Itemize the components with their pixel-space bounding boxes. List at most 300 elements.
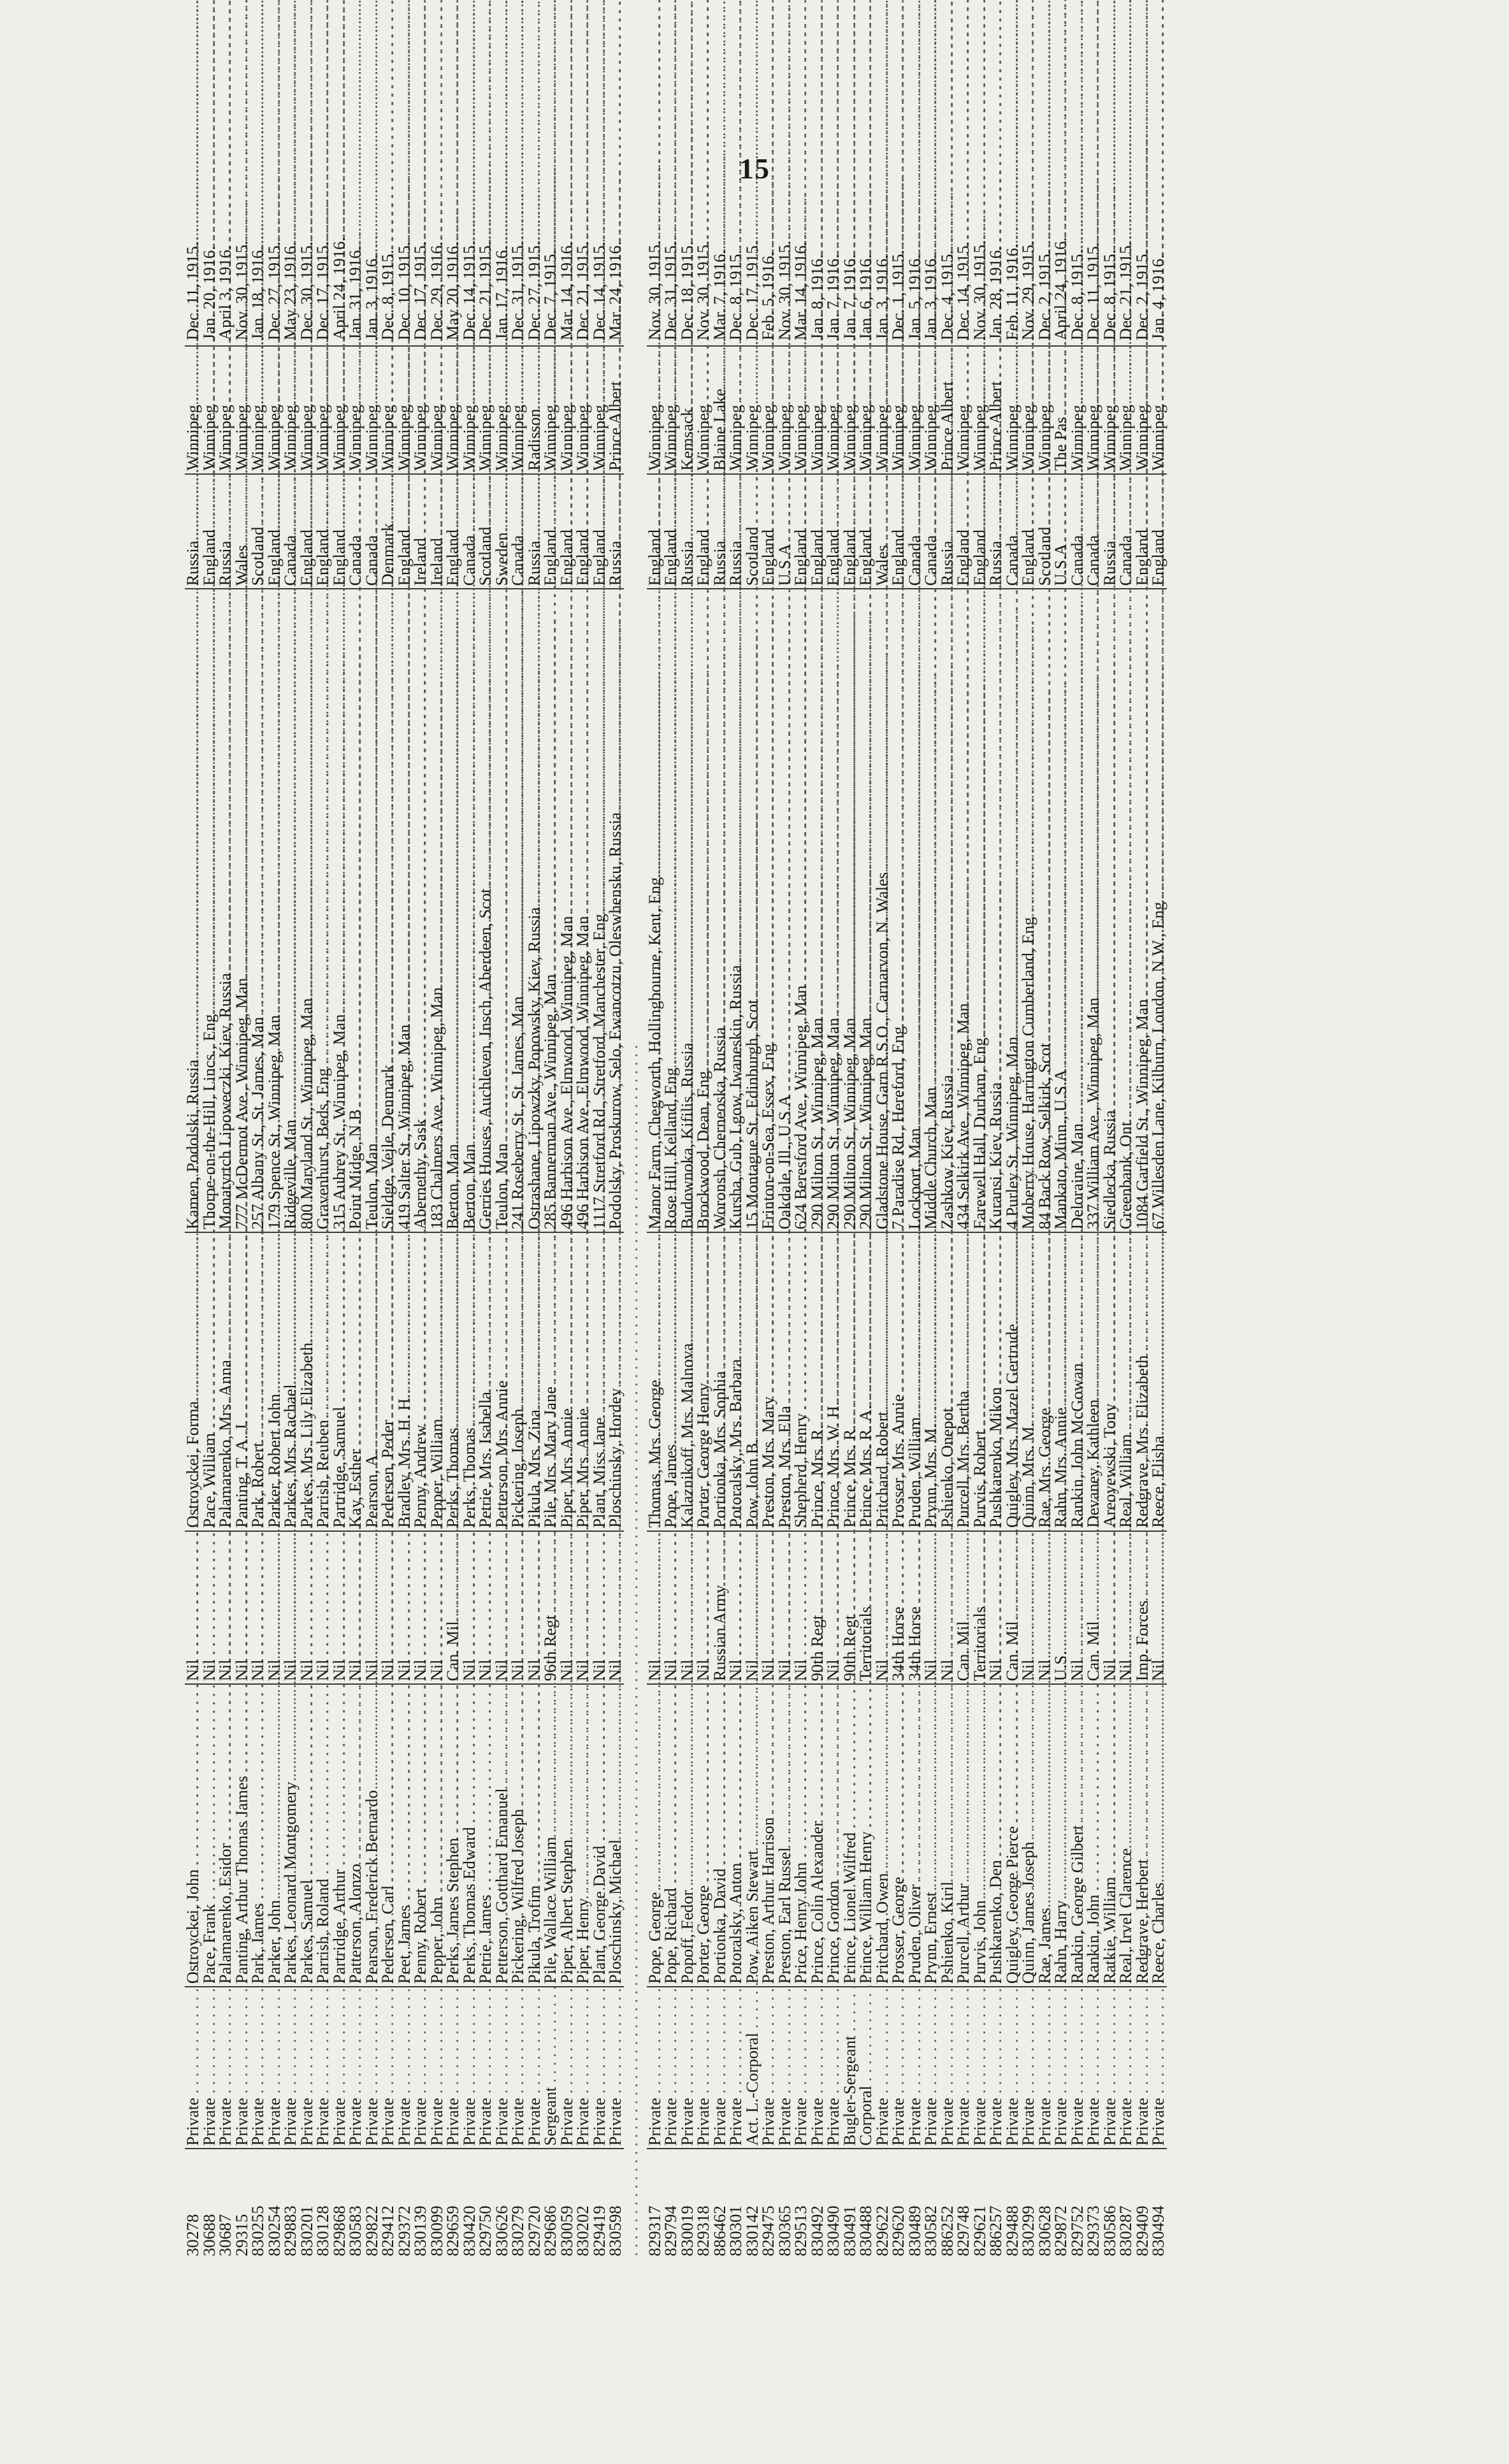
rank: Private . . . [591,1987,608,2149]
soldier-name: Palamarenko, Esidor . . . [217,1684,234,1987]
rank: Private . . . [1020,1987,1037,2149]
former-corps: Nil . . . [575,1531,591,1685]
soldier-name: Pepper, John . . . [429,1684,445,1987]
date-of-enlistment: Dec. 18, 1915. [679,220,696,346]
country-of-birth: England . . . [972,474,988,589]
next-of-kin: Partridge, Samuel . . . [331,1232,348,1531]
regimental-number: 830299 [1018,2205,1037,2256]
country-of-birth: England . . . [890,474,907,589]
place-of-enlistment: Winnipeg . . . [1150,346,1167,474]
soldier-name: Patterson, Alonzo . . . [347,1684,364,1987]
regimental-number: 830583 [345,2205,365,2256]
next-of-kin-address: Lockport, Man . . . [907,589,923,1232]
rank: Sergeant . . . [542,1987,559,2149]
place-of-enlistment: Winnipeg . . . [907,346,923,474]
place-of-enlistment: Winnipeg . . . [250,346,266,474]
date-of-enlistment: Jan. 4, 1916. [1150,220,1167,346]
next-of-kin: Prince, Mrs. W. H. . . . [825,1232,842,1531]
roster-row [542,220,559,2259]
place-of-enlistment: Prince Albert . . . [988,346,1004,474]
former-corps: Nil . . . [477,1531,494,1685]
roster-row [607,220,624,2259]
former-corps: U.S. . . . [1053,1531,1069,1685]
place-of-enlistment: Winnipeg . . . [890,346,907,474]
next-of-kin: Preston, Mrs. Ella . . . [777,1232,793,1531]
next-of-kin: Preston, Mrs. Mary . . . [760,1232,777,1531]
next-of-kin: Ostroyckei, Forma . . . [185,1232,201,1531]
regimental-number: 29315 [231,2214,251,2256]
soldier-name: Rae, James . . . [1037,1684,1053,1987]
country-of-birth: England . . . [396,474,413,589]
rank: Private . . . [250,1987,266,2149]
roster-row [217,220,234,2259]
rank: Private . . . [1102,1987,1118,2149]
next-of-kin: Pikula, Mrs. Zina . . . [526,1232,543,1531]
regimental-number: 830142 [742,2205,762,2256]
date-of-enlistment: May 23, 1916. [282,220,299,346]
soldier-name: Parker, John . . . [266,1684,283,1987]
country-of-birth: Canada . . . [1069,474,1086,589]
former-corps: Nil . . . [461,1531,478,1685]
rank: Private . . . [575,1987,591,2149]
country-of-birth: England . . . [266,474,283,589]
regimental-number: 829513 [791,2205,810,2256]
next-of-kin-address: Farewell Hall, Durham, Eng . . . [972,589,988,1232]
soldier-name: Portionka, David . . . [712,1684,728,1987]
country-of-birth: Russia . . . [526,474,543,589]
former-corps: 96th Regt . . . [542,1531,559,1685]
next-of-kin: Pow, John B. . . . [744,1232,761,1531]
date-of-enlistment: Dec. 14, 1915. [591,220,608,346]
next-of-kin: Parker, Robert John . . . [266,1232,283,1531]
date-of-enlistment: Jan. 8, 1916. [809,220,826,346]
soldier-name: Perks, James Stephen . . . [445,1684,461,1987]
soldier-name: Prince, Colin Alexander . . . [809,1684,826,1987]
date-of-enlistment: Dec. 10, 1915. [396,220,413,346]
roster-row [380,220,396,2259]
date-of-enlistment: Dec. 11, 1915. [1085,220,1102,346]
country-of-birth: Scotland . . . [744,474,761,589]
date-of-enlistment: Dec. 27, 1915. [266,220,283,346]
date-of-enlistment: Dec. 8, 1915. [1069,220,1086,346]
place-of-enlistment: Winnipeg . . . [429,346,445,474]
next-of-kin-address: Budownoka, Kifilis, Russia . . . [679,589,696,1232]
next-of-kin-address: 434 Selkirk Ave., Winnipeg, Man . . . [955,589,972,1232]
rank: Private . . . [331,1987,348,2149]
rank: Private . . . [825,1987,842,2149]
roster-row [1118,220,1134,2259]
former-corps: Nil . . . [874,1531,891,1685]
roster-row [1053,220,1069,2259]
former-corps: Nil . . . [923,1531,939,1685]
soldier-name: Prince, William Henry . . . [858,1684,874,1987]
soldier-name: Quinn, James Joseph . . . [1020,1684,1037,1987]
country-of-birth: England . . . [591,474,608,589]
place-of-enlistment: Winnipeg . . . [728,346,744,474]
former-corps: Nil . . . [266,1531,283,1685]
date-of-enlistment: Dec. 14, 1915. [955,220,972,346]
next-of-kin-address: Ostrashane, Lipowzky, Popowsky, Kiev, Russia . . . [526,589,543,1232]
rank: Private . . . [679,1987,696,2149]
rank: Private . . . [890,1987,907,2149]
roster-row [955,220,972,2259]
next-of-kin: Pace, William . . . [201,1232,218,1531]
group-separator [624,220,647,2259]
next-of-kin-address: Manor Farm, Chegworth, Hollingbourne, Kent, Eng . . . [647,589,663,1232]
next-of-kin: Pope, James . . . [663,1232,679,1531]
next-of-kin-address: Abernethy, Sask . . . [412,589,429,1232]
next-of-kin: Potoralsky, Mrs. Barbara . . . [728,1232,744,1531]
place-of-enlistment: Radisson . . . [526,346,543,474]
next-of-kin: Petterson, Mrs. Annie . . . [494,1232,510,1531]
soldier-name: Piper, Henry . . . [575,1684,591,1987]
group-separator-cell [624,220,647,2259]
next-of-kin-address: Gravenhurst, Beds, Eng . . . [315,589,331,1232]
next-of-kin-address: 800 Maryland St., Winnipeg, Man . . . [299,589,315,1232]
country-of-birth: U.S.A . . . [777,474,793,589]
roster-row [760,220,777,2259]
soldier-name: Rankin, George Gilbert . . . [1069,1684,1086,1987]
soldier-name: Pshienko, Kiril . . . [939,1684,956,1987]
next-of-kin: Parkes, Mrs. Rachael . . . [282,1232,299,1531]
next-of-kin: Plant, Miss Jane . . . [591,1232,608,1531]
soldier-name: Pearson, Frederick Bernardo . . . [364,1684,380,1987]
former-corps: Can. Mil . . . [1004,1531,1021,1685]
next-of-kin-address: 315 Aubrey St., Winnipeg, Man . . . [331,589,348,1232]
rank: Private . . . [380,1987,396,2149]
regimental-number: 829317 [644,2205,664,2256]
regimental-number: 830420 [459,2205,479,2256]
country-of-birth: England . . . [842,474,858,589]
country-of-birth: Canada . . . [907,474,923,589]
roster-row [1020,220,1037,2259]
date-of-enlistment: Jan. 5, 1916. [907,220,923,346]
country-of-birth: England . . . [663,474,679,589]
country-of-birth: England . . . [955,474,972,589]
page-number: 15 [739,152,770,185]
next-of-kin: Park, Robert . . . [250,1232,266,1531]
date-of-enlistment: Jan. 3, 1916. [364,220,380,346]
soldier-name: Potoralsky, Anton . . . [728,1684,744,1987]
place-of-enlistment: Winnipeg . . . [972,346,988,474]
place-of-enlistment: Kemsack . . . [679,346,696,474]
country-of-birth: Scotland . . . [250,474,266,589]
next-of-kin-address: Mankato, Minn., U.S.A . . . [1053,589,1069,1232]
next-of-kin-address: Zashkow, Kiev, Russia . . . [939,589,956,1232]
soldier-name: Panting, Arthur Thomas James . . . [234,1684,250,1987]
soldier-name: Parkes, Samuel . . . [299,1684,315,1987]
former-corps: Nil . . . [201,1531,218,1685]
date-of-enlistment: Jan. 3, 1916. [923,220,939,346]
date-of-enlistment: Dec. 17, 1915. [315,220,331,346]
date-of-enlistment: Dec. 31, 1915. [663,220,679,346]
regimental-number: 829686 [540,2205,560,2256]
place-of-enlistment: Winnipeg . . . [777,346,793,474]
soldier-name: Pope, George . . . [647,1684,663,1987]
regimental-number: 829720 [524,2205,544,2256]
regimental-number: 829621 [969,2205,989,2256]
regimental-number: 830279 [508,2205,527,2256]
place-of-enlistment: Winnipeg . . . [282,346,299,474]
rank: Private . . . [728,1987,744,2149]
soldier-name: Parrish, Roland . . . [315,1684,331,1987]
place-of-enlistment: Winnipeg . . . [542,346,559,474]
next-of-kin-address: Monatyrtch Lipoweczki, Kiev, Russia . . . [217,589,234,1232]
next-of-kin: Rae, Mrs. George . . . [1037,1232,1053,1531]
country-of-birth: U.S.A . . . [1053,474,1069,589]
place-of-enlistment: Winnipeg . . . [185,346,201,474]
next-of-kin-address: Greenbank, Ont . . . [1118,589,1134,1232]
regimental-number: 830489 [904,2205,924,2256]
former-corps: Nil . . . [647,1531,663,1685]
next-of-kin-address: Teulon, Man . . . [364,589,380,1232]
date-of-enlistment: Jan. 3, 1916. [874,220,891,346]
next-of-kin: Prince, Mrs. R. . . . [842,1232,858,1531]
place-of-enlistment: Winnipeg . . . [1118,346,1134,474]
place-of-enlistment: Winnipeg . . . [695,346,712,474]
next-of-kin: Palamarenko, Mrs. Anna . . . [217,1232,234,1531]
next-of-kin: Portionka, Mrs. Sophia . . . [712,1232,728,1531]
former-corps: Nil . . . [347,1531,364,1685]
next-of-kin: Purvis, Robert . . . [972,1232,988,1531]
next-of-kin-address: 7 Paradise Rd., Hereford, Eng . . . [890,589,907,1232]
country-of-birth: England . . . [1150,474,1167,589]
next-of-kin: Kalaznikoff, Mrs. Malnova . . . [679,1232,696,1531]
next-of-kin-address: Berton, Man . . . [445,589,461,1232]
soldier-name: Partridge, Arthur . . . [331,1684,348,1987]
rank: Private . . . [494,1987,510,2149]
rank: Private . . . [712,1987,728,2149]
roster-row [445,220,461,2259]
regimental-number: 30687 [215,2214,235,2256]
rank: Private . . . [1118,1987,1134,2149]
former-corps: Nil . . . [760,1531,777,1685]
former-corps: Nil . . . [510,1531,526,1685]
regimental-number: 829620 [888,2205,907,2256]
former-corps: 90th Regt . . . [842,1531,858,1685]
next-of-kin: Piper, Mrs. Annie . . . [559,1232,575,1531]
next-of-kin: Pritchard, Robert . . . [874,1232,891,1531]
next-of-kin-address: 179 Spence St., Winnipeg, Man . . . [266,589,283,1232]
soldier-name: Preston, Arthur Harrison . . . [760,1684,777,1987]
next-of-kin: Pedersen, Peder . . . [380,1232,396,1531]
regimental-number: 829748 [953,2205,972,2256]
rank: Private . . . [412,1987,429,2149]
soldier-name: Popoff, Fedor . . . [679,1684,696,1987]
country-of-birth: Russia . . . [1102,474,1118,589]
regimental-number: 830201 [296,2205,316,2256]
former-corps: Nil . . . [380,1531,396,1685]
next-of-kin-address: 15 Montague St., Edinburgh, Scot . . . [744,589,761,1232]
former-corps: Nil . . . [412,1531,429,1685]
former-corps: Nil . . . [429,1531,445,1685]
place-of-enlistment: Winnipeg . . . [477,346,494,474]
former-corps: Nil . . . [1118,1531,1134,1685]
regimental-number: 886462 [709,2205,729,2256]
date-of-enlistment: April 24, 1916. [331,220,348,346]
next-of-kin: Redgrave, Mrs. Elizabeth . . . [1134,1232,1151,1531]
date-of-enlistment: Mar. 14, 1916. [793,220,809,346]
date-of-enlistment: Dec. 4, 1915. [939,220,956,346]
roster-row [890,220,907,2259]
soldier-name: Pruden, Oliver . . . [907,1684,923,1987]
date-of-enlistment: Jan. 17, 1916. [494,220,510,346]
roster-row [510,220,526,2259]
former-corps: 34th Horse . . . [907,1531,923,1685]
regimental-number: 830254 [264,2205,284,2256]
regimental-number: 830491 [839,2205,859,2256]
soldier-name: Purcell, Arthur . . . [955,1684,972,1987]
regimental-number: 829822 [361,2205,381,2256]
roster-row [695,220,712,2259]
next-of-kin: Pepper, William . . . [429,1232,445,1531]
next-of-kin-address: 84 Back Row, Selkirk, Scot . . . [1037,589,1053,1232]
rank: Private . . . [647,1987,663,2149]
regimental-number: 830490 [823,2205,842,2256]
country-of-birth: England . . . [559,474,575,589]
roster-row [1085,220,1102,2259]
place-of-enlistment: Winnipeg . . . [494,346,510,474]
regimental-number: 830488 [856,2205,875,2256]
date-of-enlistment: Dec. 7, 1915. [542,220,559,346]
soldier-name: Pushkarenko, Den . . . [988,1684,1004,1987]
country-of-birth: England . . . [445,474,461,589]
former-corps: Nil . . . [591,1531,608,1685]
rank: Private . . . [809,1987,826,2149]
place-of-enlistment: Winnipeg . . . [1085,346,1102,474]
rank: Private . . . [793,1987,809,2149]
regimental-number: 829752 [1067,2205,1087,2256]
regimental-number: 829750 [475,2205,495,2256]
soldier-name: Rankin, John . . . [1085,1684,1102,1987]
regimental-number: 886257 [986,2205,1005,2256]
country-of-birth: Canada . . . [1118,474,1134,589]
soldier-name: Pope, Richard . . . [663,1684,679,1987]
next-of-kin: Parkes, Mrs. Lily Elizabeth . . . [299,1232,315,1531]
country-of-birth: Canada . . . [510,474,526,589]
country-of-birth: Canada . . . [923,474,939,589]
country-of-birth: Canada . . . [461,474,478,589]
country-of-birth: England . . . [1134,474,1151,589]
country-of-birth: England . . . [299,474,315,589]
next-of-kin: Pshienko, Onepot . . . [939,1232,956,1531]
next-of-kin: Purcell, Mrs. Bertha . . . [955,1232,972,1531]
former-corps: 90th Regt . . . [809,1531,826,1685]
place-of-enlistment: Winnipeg . . . [1037,346,1053,474]
regimental-number: 830365 [774,2205,794,2256]
former-corps: Nil . . . [331,1531,348,1685]
roster-row [477,220,494,2259]
country-of-birth: Denmark . . . [380,474,396,589]
next-of-kin-address: 624 Beresford Ave., Winnipeg, Man . . . [793,589,809,1232]
rank: Private . . . [1069,1987,1086,2149]
next-of-kin-address: Berton, Man . . . [461,589,478,1232]
place-of-enlistment: Winnipeg . . . [793,346,809,474]
next-of-kin-address: Teulon, Man . . . [494,589,510,1232]
rank: Private . . . [217,1987,234,2149]
date-of-enlistment: Feb. 5, 1916. [760,220,777,346]
country-of-birth: England . . . [825,474,842,589]
next-of-kin: Rahn, Mrs. Annie . . . [1053,1232,1069,1531]
former-corps: Nil . . . [185,1531,201,1685]
next-of-kin-address: 290 Milton St., Winnipeg, Man . . . [842,589,858,1232]
next-of-kin: Quinn, Mrs. M. . . . [1020,1232,1037,1531]
roster-row [793,220,809,2259]
rank: Private . . . [1037,1987,1053,2149]
place-of-enlistment: Winnipeg . . . [809,346,826,474]
soldier-name: Pow, Aiken Stewart . . . [744,1684,761,1987]
regimental-number: 829318 [693,2205,712,2256]
next-of-kin-address: 290 Milton St., Winnipeg, Man . . . [825,589,842,1232]
rank: Private . . . [364,1987,380,2149]
next-of-kin-address: 496 Harbison Ave., Elmwood, Winnipeg, Man . . . [559,589,575,1232]
country-of-birth: England . . . [331,474,348,589]
next-of-kin-address: Ridgeville, Man . . . [282,589,299,1232]
rank: Private . . . [315,1987,331,2149]
soldier-name: Pile, Wallace William . . . [542,1684,559,1987]
next-of-kin-address: 1084 Garfield St., Winnipeg, Man . . . [1134,589,1151,1232]
date-of-enlistment: April 3, 1916. [217,220,234,346]
next-of-kin: Bradley, Mrs. H. H. . . . [396,1232,413,1531]
country-of-birth: Ireland . . . [429,474,445,589]
soldier-name: Parkes, Leonard Montgomery . . . [282,1684,299,1987]
former-corps: Nil . . . [1020,1531,1037,1685]
date-of-enlistment: Jan. 7, 1916. [842,220,858,346]
former-corps: Nil . . . [299,1531,315,1685]
date-of-enlistment: Nov. 30, 1915. [695,220,712,346]
date-of-enlistment: Dec. 31, 1915. [510,220,526,346]
soldier-name: Real, Irvel Clarence . . . [1118,1684,1134,1987]
country-of-birth: Canada . . . [282,474,299,589]
place-of-enlistment: Winnipeg . . . [299,346,315,474]
place-of-enlistment: Winnipeg . . . [380,346,396,474]
date-of-enlistment: Dec. 2, 1915. [1037,220,1053,346]
next-of-kin-address: 183 Chalmers Ave., Winnipeg, Man . . . [429,589,445,1232]
date-of-enlistment: Dec. 8, 1915. [728,220,744,346]
next-of-kin-address: 419 Salter St., Winnipeg, Man . . . [396,589,413,1232]
rank: Private . . . [234,1987,250,2149]
soldier-name: Peet, James . . . [396,1684,413,1987]
date-of-enlistment: Nov. 30, 1915. [777,220,793,346]
soldier-name: Prince, Lionel Wilfred . . . [842,1684,858,1987]
next-of-kin-address: Deloraine, Man . . . [1069,589,1086,1232]
regimental-number: 829659 [443,2205,462,2256]
regimental-number: 30278 [183,2214,202,2256]
soldier-name: Piper, Albert Stephen . . . [559,1684,575,1987]
place-of-enlistment: Winnipeg . . . [591,346,608,474]
date-of-enlistment: Nov. 30, 1915. [234,220,250,346]
soldier-name: Ploschinsky, Michael . . . [607,1684,624,1987]
next-of-kin: Petrie, Mrs. Isabella . . . [477,1232,494,1531]
rank: Private . . . [559,1987,575,2149]
regimental-number: 829409 [1132,2205,1152,2256]
place-of-enlistment: Winnipeg . . . [331,346,348,474]
next-of-kin: Areoyewski, Tony . . . [1102,1232,1118,1531]
country-of-birth: England . . . [542,474,559,589]
country-of-birth: England . . . [201,474,218,589]
date-of-enlistment: Mar. 7, 1916. [712,220,728,346]
place-of-enlistment: Winnipeg . . . [412,346,429,474]
next-of-kin: Shepherd, Henry . . . [793,1232,809,1531]
former-corps: Nil . . . [282,1531,299,1685]
soldier-name: Redgrave, Herbert . . . [1134,1684,1151,1987]
soldier-name: Ostroyckei, John . . . [185,1684,201,1987]
next-of-kin-address: Frinton-on-Sea, Essex, Eng . . . [760,589,777,1232]
country-of-birth: Sweden . . . [494,474,510,589]
next-of-kin: Ploschinsky, Hordey . . . [607,1232,624,1531]
next-of-kin: Pickering, Joseph . . . [510,1232,526,1531]
country-of-birth: Canada . . . [1085,474,1102,589]
